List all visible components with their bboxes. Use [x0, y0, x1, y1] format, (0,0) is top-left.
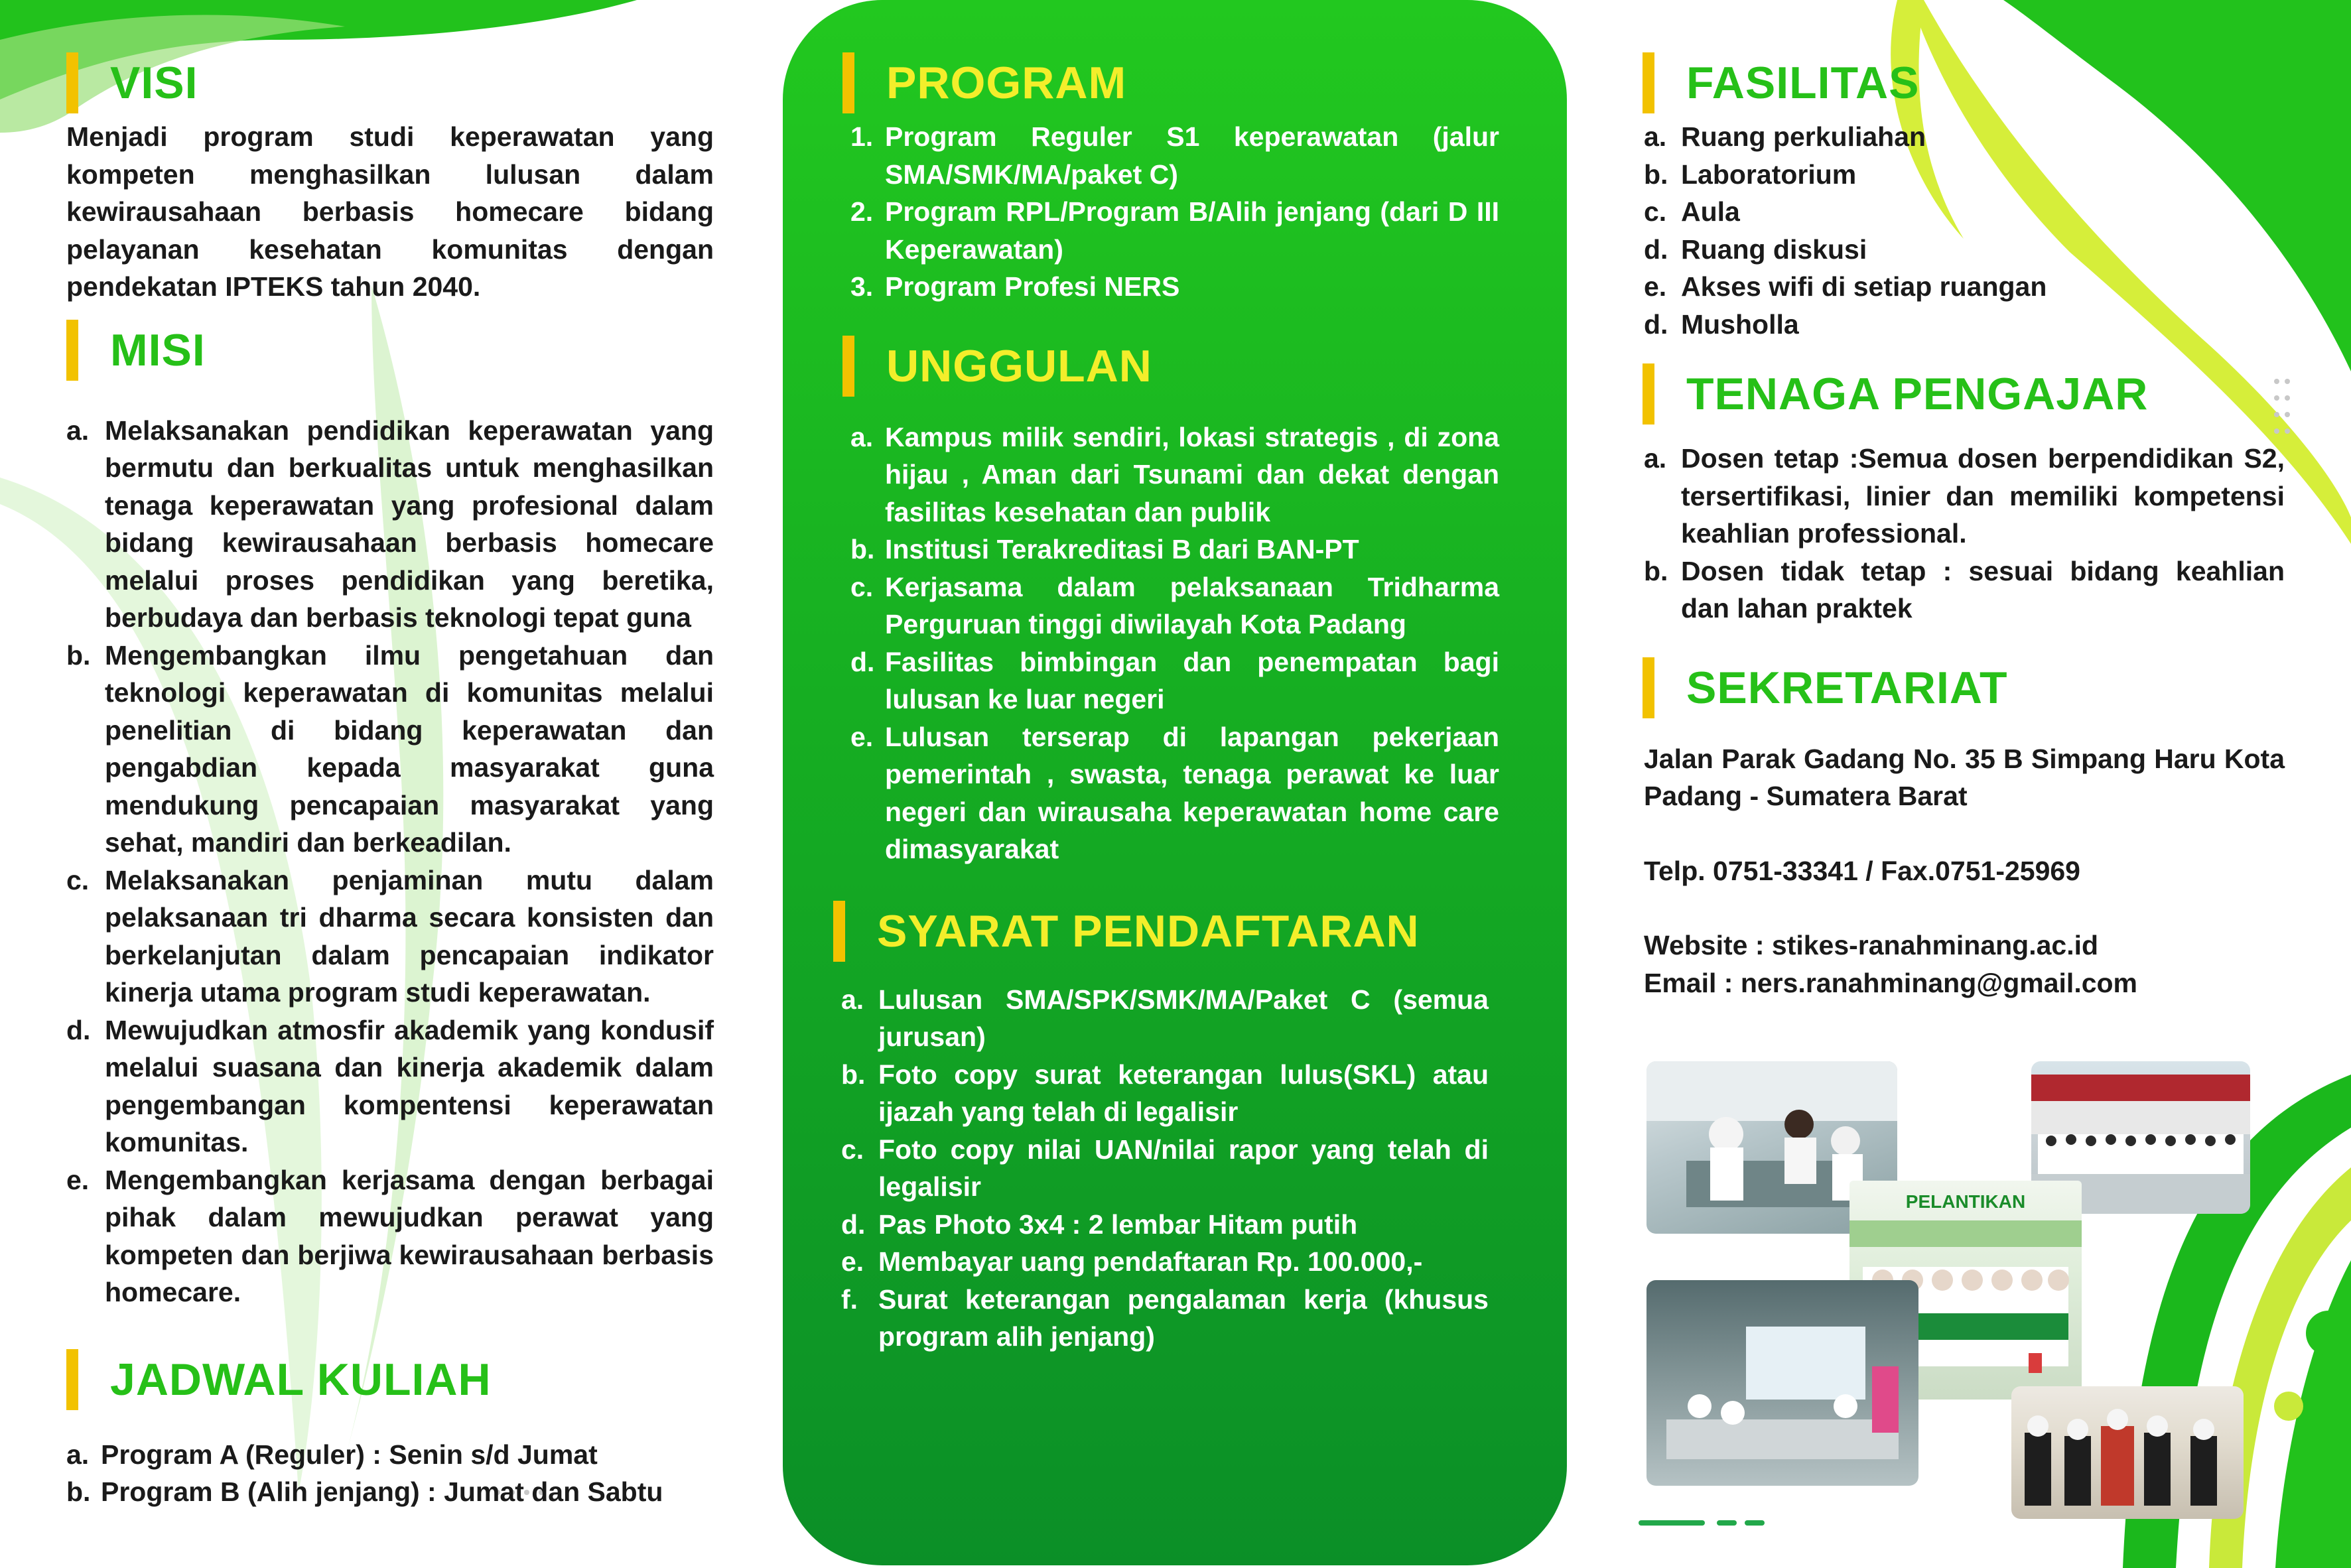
list-item: f. Surat keterangan pengalaman kerja (khusus program alih jenjang): [841, 1283, 1489, 1352]
tenaga-heading: [1643, 358, 2285, 430]
accent-bar: [66, 52, 78, 113]
tenaga-title: TENAGA PENGAJAR: [1686, 369, 2149, 419]
address-text: Jalan Parak Gadang No. 35 B Simpang Haru Kota Padang - Sumatera Barat: [1644, 743, 2285, 811]
photo-classroom: [1646, 1280, 1918, 1486]
list-item: a. Dosen tetap :Semua dosen berpendidikan S2, tersertifikasi, linier dan memiliki kompetensi keahlian professional.: [1644, 443, 2285, 549]
list-item: b. Institusi Terakreditasi B dari BAN-PT: [850, 534, 1359, 564]
sekretariat-heading: [1643, 651, 2285, 724]
accent-bar: [66, 1349, 78, 1410]
website-link[interactable]: Website : stikes-ranahminang.ac.id: [1644, 930, 2099, 960]
fasilitas-list: [1644, 118, 2285, 343]
misi-title: MISI: [110, 324, 206, 375]
program-heading: [842, 46, 1506, 119]
list-item: 1. Program Reguler S1 keperawatan (jalur SMA/SMK/MA/paket C): [850, 121, 1499, 190]
list-item: d. Fasilitas bimbingan dan penempatan bagi lulusan ke luar negeri: [850, 646, 1499, 714]
list-item: b. Program B (Alih jenjang) : Jumat dan Sabtu: [66, 1476, 663, 1507]
list-item: e. Lulusan terserap di lapangan pekerjaan pemerintah , swasta, tenaga perawat ke luar negeri dan wirausaha keperawatan home care dimasyarakat: [850, 721, 1499, 864]
middle-panel: [783, 0, 1566, 1568]
list-item: e. Mengembangkan kerjasama dengan berbagai pihak dalam mewujudkan perawat yang kompeten dan berjiwa kewirausahaan berbasis homecare.: [66, 1164, 714, 1307]
list-item: c. Foto copy nilai UAN/nilai rapor yang telah di legalisir: [841, 1134, 1489, 1202]
list-item: d. Pas Photo 3x4 : 2 lembar Hitam putih: [841, 1209, 1358, 1240]
list-item: c. Kerjasama dalam pelaksanaan Tridharma Perguruan tinggi diwilayah Kota Padang: [850, 571, 1499, 639]
accent-bar: [842, 336, 854, 397]
syarat-list: [841, 981, 1489, 1356]
unggulan-list: [850, 419, 1499, 868]
email-link[interactable]: Email : ners.ranahminang@gmail.com: [1644, 967, 2138, 998]
list-item: e. Membayar uang pendaftaran Rp. 100.000,-: [841, 1246, 1423, 1277]
accent-bar: [1643, 52, 1654, 113]
jadwal-title: JADWAL KULIAH: [110, 1354, 492, 1405]
accent-bar: [842, 52, 854, 113]
phone-text: Telp. 0751-33341 / Fax.0751-25969: [1644, 855, 2080, 886]
pelantikan-banner: PELANTIKAN: [1905, 1191, 2026, 1212]
list-item: c. Melaksanakan penjaminan mutu dalam pelaksanaan tri dharma secara konsisten dan berkelanjutan dalam pencapaian indikator kinerja utama program studi keperawatan.: [66, 864, 714, 1008]
list-item: a. Ruang perkuliahan: [1644, 121, 1926, 152]
list-item: a. Melaksanakan pendidikan keperawatan yang bermutu dan berkualitas untuk menghasilkan tenaga keperawatan yang profesional dalam bidang kewirausahaan berbasis homecare melalui proses pendidikan yang beretika, berbudaya dan berbasis teknologi tepat guna: [66, 415, 714, 633]
photo-classroom-illustration: [1646, 1280, 1918, 1486]
list-item: e. Akses wifi di setiap ruangan: [1644, 271, 2047, 302]
visi-text: Menjadi program studi keperawatan yang kompeten menghasilkan lulusan dalam kewirausahaan berbasis homecare bidang pelayanan kesehatan komunitas dengan pendekatan IPTEKS tahun 2040.: [66, 121, 714, 302]
syarat-heading: [833, 895, 1506, 968]
program-title: PROGRAM: [886, 58, 1127, 108]
photo-ceremony: [2011, 1386, 2244, 1519]
unggulan-heading: [842, 330, 1506, 403]
list-item: a. Program A (Reguler) : Senin s/d Jumat: [66, 1439, 598, 1470]
list-item: a. Lulusan SMA/SPK/SMK/MA/Paket C (semua jurusan): [841, 984, 1489, 1052]
syarat-title: SYARAT PENDAFTARAN: [877, 905, 1420, 956]
jadwal-heading: [66, 1343, 714, 1416]
photo-collage: [1646, 1061, 2244, 1519]
list-item: d. Mewujudkan atmosfir akademik yang kondusif melalui suasana dan kinerja akademik dalam pengembangan kompentensi keperawatan komunitas.: [66, 1014, 714, 1157]
fasilitas-heading: [1643, 46, 2285, 119]
jadwal-list: [66, 1436, 714, 1511]
program-list: [850, 118, 1499, 306]
visi-title: VISI: [110, 58, 198, 108]
list-item: d. Musholla: [1644, 308, 1799, 340]
list-item: 3. Program Profesi NERS: [850, 271, 1180, 302]
list-item: b. Foto copy surat keterangan lulus(SKL) atau ijazah yang telah di legalisir: [841, 1059, 1489, 1127]
list-item: b. Dosen tidak tetap : sesuai bidang keahlian dan lahan praktek: [1644, 555, 2285, 623]
visi-heading: [66, 46, 714, 119]
accent-bar: [66, 320, 78, 381]
list-item: d. Ruang diskusi: [1644, 233, 1867, 265]
misi-heading: [66, 314, 714, 387]
list-item: a. Kampus milik sendiri, lokasi strategis , di zona hijau , Aman dari Tsunami dan dekat dengan fasilitas kesehatan dan publik: [850, 421, 1499, 527]
misi-list: [66, 412, 714, 1311]
list-item: 2. Program RPL/Program B/Alih jenjang (dari D III Keperawatan): [850, 196, 1499, 265]
photo-ceremony-illustration: [2011, 1386, 2244, 1519]
unggulan-title: UNGGULAN: [886, 340, 1152, 391]
accent-bar: [1643, 657, 1654, 718]
accent-bar: [1643, 363, 1654, 425]
list-item: c. Aula: [1644, 196, 1740, 227]
tenaga-list: [1644, 440, 2285, 627]
list-item: b. Laboratorium: [1644, 159, 1857, 190]
right-panel: [1566, 0, 2351, 1568]
accent-bar: [833, 901, 845, 962]
sekretariat-title: SEKRETARIAT: [1686, 662, 2008, 713]
left-panel: [0, 0, 783, 1568]
fasilitas-title: FASILITAS: [1686, 58, 1920, 108]
list-item: b. Mengembangkan ilmu pengetahuan dan teknologi keperawatan di komunitas melalui penelitian di bidang keperawatan dan pengabdian kepada masyarakat guna mendukung pencapaian masyarakat yang sehat, mandiri dan berkeadilan.: [66, 639, 714, 858]
